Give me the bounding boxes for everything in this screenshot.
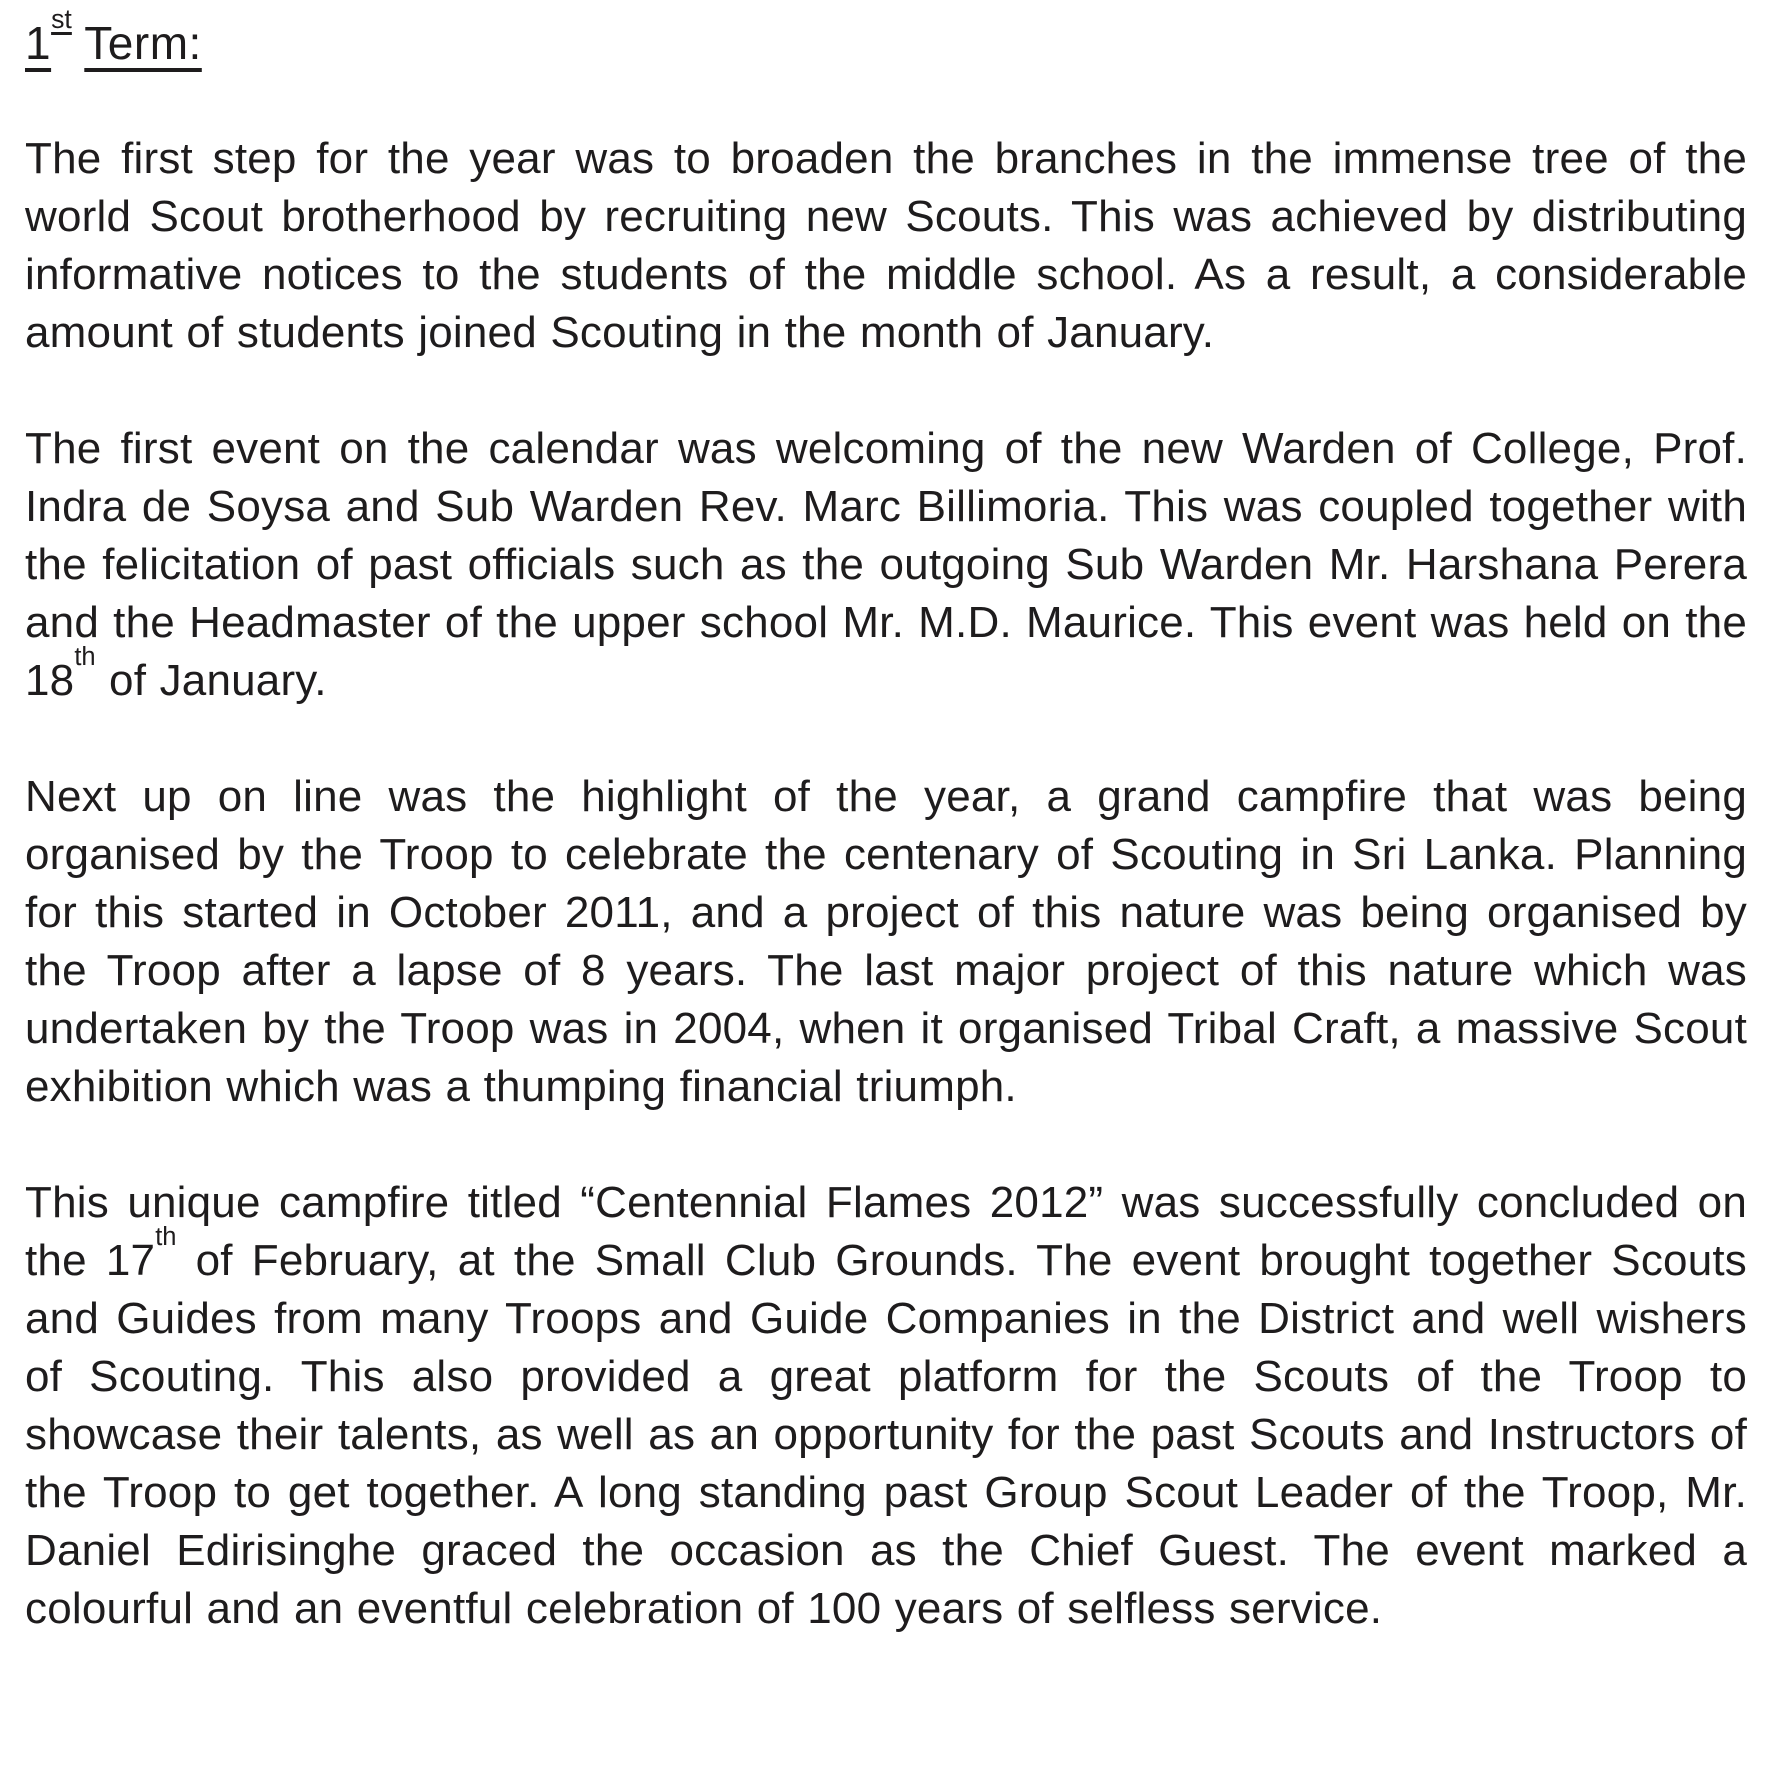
paragraph-text: The first step for the year was to broaden the branches in the immense tree of the world Scout brotherhood by recruiting new Scouts. This was achieved by distributing informative notices to the students of the middle school. As a result, a considerable amount of students joined Scouting in the month of January. xyxy=(25,134,1747,357)
ordinal-superscript: th xyxy=(155,1223,177,1252)
paragraph-recruitment xyxy=(25,130,1747,362)
paragraph-campfire-planning xyxy=(25,768,1747,1116)
heading-space xyxy=(72,17,84,69)
heading-number: 1 xyxy=(25,17,52,69)
paragraph-text: This unique campfire titled “Centennial Flames 2012” was successfully concluded on the 17 xyxy=(25,1178,1747,1285)
paragraph-centennial-flames xyxy=(25,1174,1747,1638)
paragraph-text: The first event on the calendar was welcoming of the new Warden of College, Prof. Indra de Soysa and Sub Warden Rev. Marc Billimoria. This was coupled together with the felicitation of past officials such as the outgoing Sub Warden Mr. Harshana Perera and the Headmaster of the upper school Mr. M.D. Maurice. This event was held on the 18 xyxy=(25,424,1747,705)
page-title xyxy=(25,4,1747,72)
heading-ordinal-superscript: st xyxy=(51,4,72,34)
paragraph-text: of February, at the Small Club Grounds. The event brought together Scouts and Guides from many Troops and Guide Companies in the District and well wishers of Scouting. This also provided a great platform for the Scouts of the Troop to showcase their talents, as well as an opportunity for the past Scouts and Instructors of the Troop to get together. A long standing past Group Scout Leader of the Troop, Mr. Daniel Edirisinghe graced the occasion as the Chief Guest. The event marked a colourful and an eventful celebration of 100 years of selfless service. xyxy=(25,1236,1747,1633)
paragraph-text: Next up on line was the highlight of the year, a grand campfire that was being organised by the Troop to celebrate the centenary of Scouting in Sri Lanka. Planning for this started in October 2011, and a project of this nature was being organised by the Troop after a lapse of 8 years. The last major project of this nature which was undertaken by the Troop was in 2004, when it organised Tribal Craft, a massive Scout exhibition which was a thumping financial triumph. xyxy=(25,772,1747,1111)
paragraph-text: of January. xyxy=(95,656,327,705)
heading-text: Term: xyxy=(84,17,202,69)
ordinal-superscript: th xyxy=(74,643,96,672)
paragraph-warden-welcome xyxy=(25,420,1747,710)
